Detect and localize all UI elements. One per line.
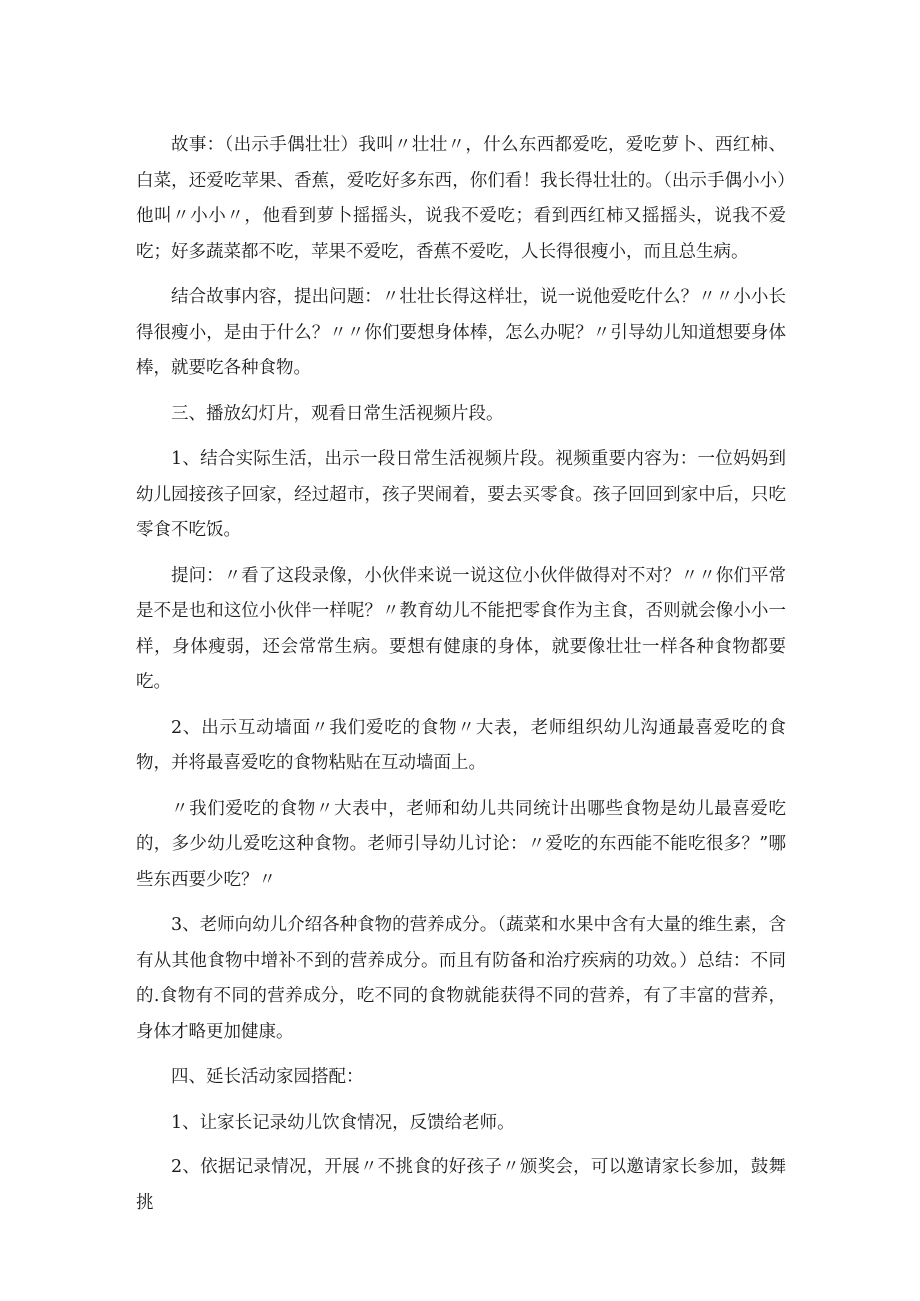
- section-heading-4: 四、延长活动家园搭配：: [171, 1067, 364, 1087]
- section-heading-3: 三、播放幻灯片，观看日常生活视频片段。: [171, 403, 504, 424]
- paragraph-questions: 结合故事内容，提出问题：〃壮壮长得这样壮，说一说他爱吃什么？〃〃小小长得很瘦小，是由于什么？〃〃你们要想身体棒，怎么办呢？〃引导幼儿知道想要身体棒，就要吃各种食物。: [136, 287, 786, 378]
- paragraph-ask: 提问：〃看了这段录像，小伙伴来说一说这位小伙伴做得对不对？〃〃你们平常是不是也和这位小伙伴一样呢？〃教育幼儿不能把零食作为主食，否则就会像小小一样，身体瘦弱，还会常常生病。要想有健康的身体，就要像壮壮一样各种食物都要吃。: [136, 565, 786, 692]
- paragraph-award: 2、依据记录情况，开展〃不挑食的好孩子〃颁奖会，可以邀请家长参加，鼓舞挑: [136, 1157, 786, 1213]
- paragraph-nutrition: 3、老师向幼儿介绍各种食物的营养成分。（蔬菜和水果中含有大量的维生素，含有从其他食物中增补不到的营养成分。而且有防备和治疗疾病的功效。）总结：不同的.食物有不同的营养成分，吃不同的食物就能获得不同的营养，有了丰富的营养，身体才略更加健康。: [136, 915, 786, 1042]
- paragraph-table: 〃我们爱吃的食物〃大表中，老师和幼儿共同统计出哪些食物是幼儿最喜爱吃的，多少幼儿爱吃这种食物。老师引导幼儿讨论：〃爱吃的东西能不能吃很多？”哪些东西要少吃？〃: [136, 798, 786, 890]
- paragraph-wall: 2、出示互动墙面〃我们爱吃的食物〃大表，老师组织幼儿沟通最喜爱吃的食物，并将最喜爱吃的食物粘贴在互动墙面上。: [136, 717, 786, 773]
- paragraph-record: 1、让家长记录幼儿饮食情况，反馈给老师。: [171, 1112, 515, 1133]
- paragraph-story: 故事：（出示手偶壮壮）我叫〃壮壮〃，什么东西都爱吃，爱吃萝卜、西红柿、白菜，还爱吃苹果、香蕉，爱吃好多东西，你们看！我长得壮壮的。（出示手偶小小）他叫〃小小〃，他看到萝卜摇摇头，说我不爱吃；看到西红柿又摇摇头，说我不爱吃；好多蔬菜都不吃，苹果不爱吃，香蕉不爱吃，人长得很瘦小，而且总生病。: [136, 135, 786, 262]
- paragraph-video: 1、结合实际生活，出示一段日常生活视频片段。视频重要内容为：一位妈妈到幼儿园接孩子回家，经过超市，孩子哭闹着，要去买零食。孩子回回到家中后，只吃零食不吃饭。: [136, 449, 786, 540]
- document-body: [136, 128, 786, 1230]
